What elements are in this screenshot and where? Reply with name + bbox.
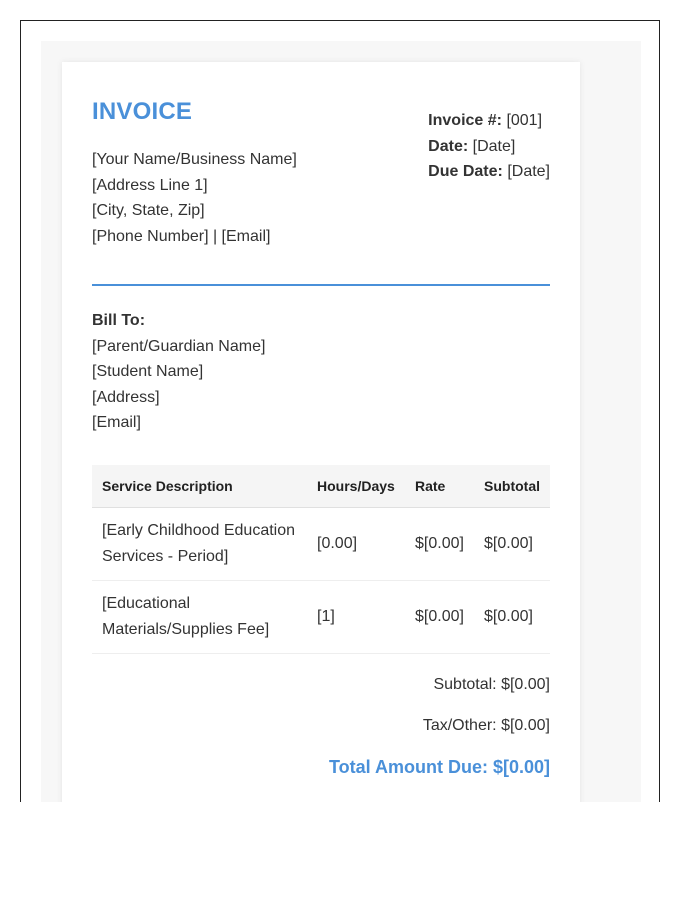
table-row [92,581,550,654]
cell-description: [Educational Materials/Supplies Fee] [92,581,307,654]
cell-subtotal: $[0.00] [474,508,550,581]
bill-to-guardian: [Parent/Guardian Name] [92,337,266,355]
column-header-subtotal: Subtotal [474,465,550,508]
cell-hours: [1] [307,581,405,654]
line-items-table [92,465,550,654]
totals-block [329,672,550,778]
invoice-title: INVOICE [92,98,193,125]
total-due-line: Total Amount Due: $[0.00] [328,757,550,777]
column-header-rate: Rate [405,465,474,508]
cell-hours: [0.00] [307,508,405,581]
invoice-date [428,134,550,160]
cell-subtotal: $[0.00] [474,581,550,654]
invoice-date-label: Date: [428,137,469,155]
invoice-due-value: [Date] [507,163,550,180]
cell-rate: $[0.00] [405,581,474,654]
document-frame [20,20,660,802]
subtotal-line: Subtotal: $[0.00] [433,676,550,693]
sender-block [92,147,297,249]
sender-city: [City, State, Zip] [92,202,205,219]
invoice-meta [428,108,550,185]
invoice-due-label: Due Date: [428,163,503,180]
table-row [92,508,550,581]
bill-to-email: [Email] [92,414,141,431]
sender-address: [Address Line 1] [92,176,208,194]
sender-name: [Your Name/Business Name] [92,151,297,168]
bill-to-address: [Address] [92,388,160,406]
bill-to-student: [Student Name] [92,363,204,380]
header-divider [92,284,550,286]
tax-line: Tax/Other: $[0.00] [422,717,550,734]
bill-to-block [92,308,265,436]
invoice-number [428,108,550,134]
cell-rate: $[0.00] [405,508,474,581]
invoice-number-value: [001] [506,112,543,129]
column-header-hours: Hours/Days [307,465,405,508]
table-header-row [92,465,550,508]
invoice-due-date [428,159,550,185]
cell-description: [Early Childhood Education Services - Period] [92,508,307,581]
invoice-date-value: [Date] [472,137,516,155]
column-header-description: Service Description [92,465,307,508]
invoice-paper [62,62,580,802]
bill-to-label: Bill To: [92,312,146,329]
invoice-number-label: Invoice #: [428,112,502,129]
sender-contact: [Phone Number] | [Email] [92,227,271,245]
